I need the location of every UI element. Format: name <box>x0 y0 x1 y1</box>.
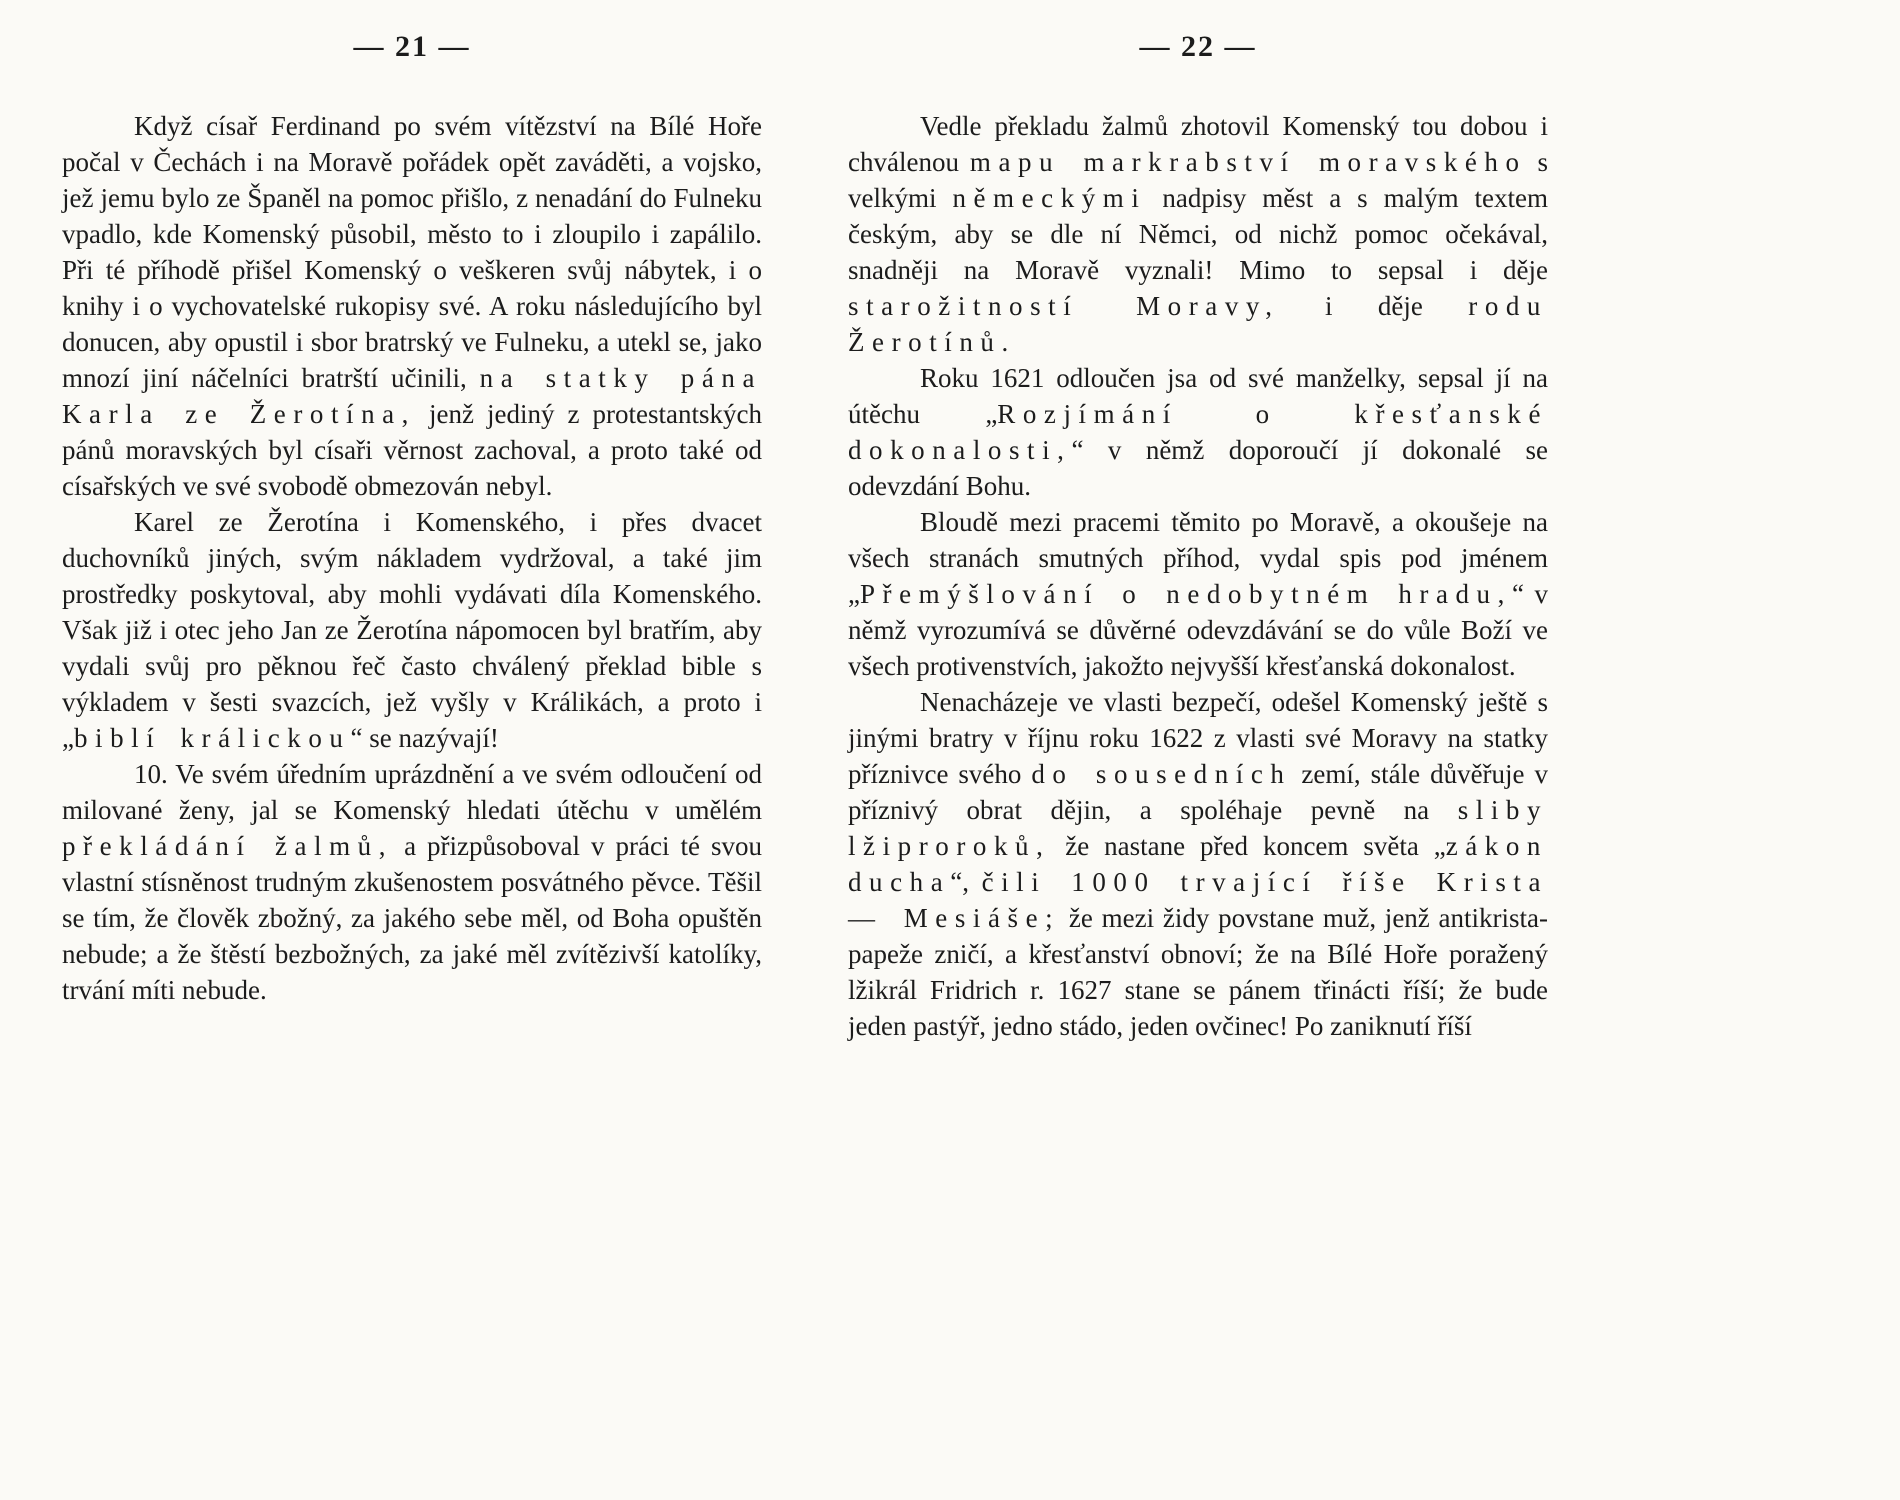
emphasized-text: Přemýšlování o nedobytném hradu, <box>859 579 1512 609</box>
page-number-left: — 21 — <box>353 30 471 63</box>
emphasized-text: rodu Žerotínů. <box>848 291 1548 357</box>
emphasized-text: mapu markrabství moravského <box>969 147 1527 177</box>
body-text: s velkými <box>848 147 1548 213</box>
body-text: Karel ze Žerotína i Komenského, i přes dvacet duchovníků jiných, svým nákladem vydržoval, a také jim prostředky poskytoval, aby mohli vydávati díla Komenského. Však již i otec jeho Jan ze Žerotína nápomocen byl bratřím, aby vydali svůj pro pěknou řeč často chválený překlad bible s výkladem v šesti svazcích, jež vyšly v Králikách, a proto i „ <box>62 507 762 753</box>
body-text: že mezi židy povstane muž, jenž antikrista-papeže zničí, a křesťanství obnoví; že na Bílé Hoře poražený lžikrál Fridrich r. 1627 stane se pánem třinácti říší; že bude jeden pastýř, jedno stádo, jeden ovčinec! Po zaniknutí říší <box>848 903 1548 1041</box>
paragraph <box>62 108 762 504</box>
paragraph <box>62 504 762 756</box>
paragraph <box>848 360 1548 504</box>
body-text: Vedle překladu žalmů zhotovil Komenský tou dobou i chválenou <box>848 111 1548 177</box>
page-left <box>62 0 762 1008</box>
paragraph <box>848 504 1548 684</box>
body-text: jenž jediný z protestantských pánů moravských byl císaři věrnost zachoval, a proto také od císařských ve své svobodě obmezován nebyl. <box>62 399 762 501</box>
body-text: i děje <box>1279 291 1469 321</box>
body-text: že nastane před koncem světa „ <box>1050 831 1446 861</box>
emphasized-text: do sousedních <box>1031 759 1292 789</box>
paragraph <box>848 108 1548 360</box>
body-text: Bloudě mezi pracemi těmito po Moravě, a okoušeje na všech stranách smutných příhod, vydal spis pod jménem „ <box>848 507 1548 609</box>
paragraph <box>62 756 762 1008</box>
body-text: a přizpůsoboval v práci té svou vlastní stísněnost trudným zkušenostem posvátného pěvce. Těšil se tím, že člověk zbožný, za jakého sebe měl, od Boha opuštěn nebude; a že štěstí bezbožných, za jaké měl zvítězivší katolíky, trvání míti nebude. <box>62 831 763 1005</box>
emphasized-text: sliby lžiproroků, <box>848 795 1548 861</box>
emphasized-text: čili 1000 trvající říše Krista — Mesiáše; <box>848 867 1548 933</box>
emphasized-text: německými <box>952 183 1147 213</box>
body-text: Nenacházeje ve vlasti bezpečí, odešel Komenský ještě s jinými bratry v říjnu roku 1622 z vlasti své Moravy na statky příznivce svého <box>848 687 1548 789</box>
body-text: “ v němž vyrozumívá se důvěrné odevzdávání se do vůle Boží ve všech protivenstvích, jakožto nejvyšší křesťanská dokonalost. <box>848 579 1549 681</box>
body-text: nadpisy měst a s malým textem českým, aby se dle ní Němci, od nichž pomoc očekával, snadněji na Moravě vyznali! Mimo to sepsal i děje <box>848 183 1548 285</box>
page-number-right: — 22 — <box>1139 30 1257 63</box>
emphasized-text: starožitností Moravy, <box>848 291 1280 321</box>
body-text: “, <box>950 867 982 897</box>
body-text: “ v němž doporoučí jí dokonalé se odevzdání Bohu. <box>848 435 1548 501</box>
body-text: zemí, stále důvěřuje v příznivý obrat dějin, a spoléhaje pevně na <box>848 759 1548 825</box>
page-right-body <box>848 108 1548 1044</box>
emphasized-text: překládání žalmů, <box>62 831 394 861</box>
emphasized-text: zákon ducha <box>848 831 1548 897</box>
page-right <box>848 0 1548 1044</box>
body-text: 10. Ve svém úředním uprázdnění a ve svém odloučení od milované ženy, jal se Komenský hledati útěchu v umělém <box>62 759 762 825</box>
body-text: Roku 1621 odloučen jsa od své manželky, sepsal jí na útěchu „ <box>848 363 1548 429</box>
emphasized-text: biblí králickou <box>73 723 351 753</box>
emphasized-text: Rozjímání o křesťanské dokonalosti, <box>848 399 1548 465</box>
emphasized-text: na statky pána Karla ze Žerotína, <box>62 363 762 429</box>
page-left-body <box>62 108 762 1008</box>
body-text: Když císař Ferdinand po svém vítězství na Bílé Hoře počal v Čechách i na Moravě pořádek opět zaváděti, a vojsko, jež jemu bylo ze Španěl na pomoc přišlo, z nenadání do Fulneku vpadlo, kde Komenský působil, město to i zloupilo i zapálilo. Při té příhodě přišel Komenský o veškeren svůj nábytek, i o knihy i o vychovatelské rukopisy své. A roku následujícího byl donucen, aby opustil i sbor bratrský ve Fulneku, a utekl se, jako mnozí jiní náčelníci bratrští učinili, <box>62 111 762 393</box>
paragraph <box>848 684 1548 1044</box>
body-text: “ se nazývají! <box>350 723 499 753</box>
